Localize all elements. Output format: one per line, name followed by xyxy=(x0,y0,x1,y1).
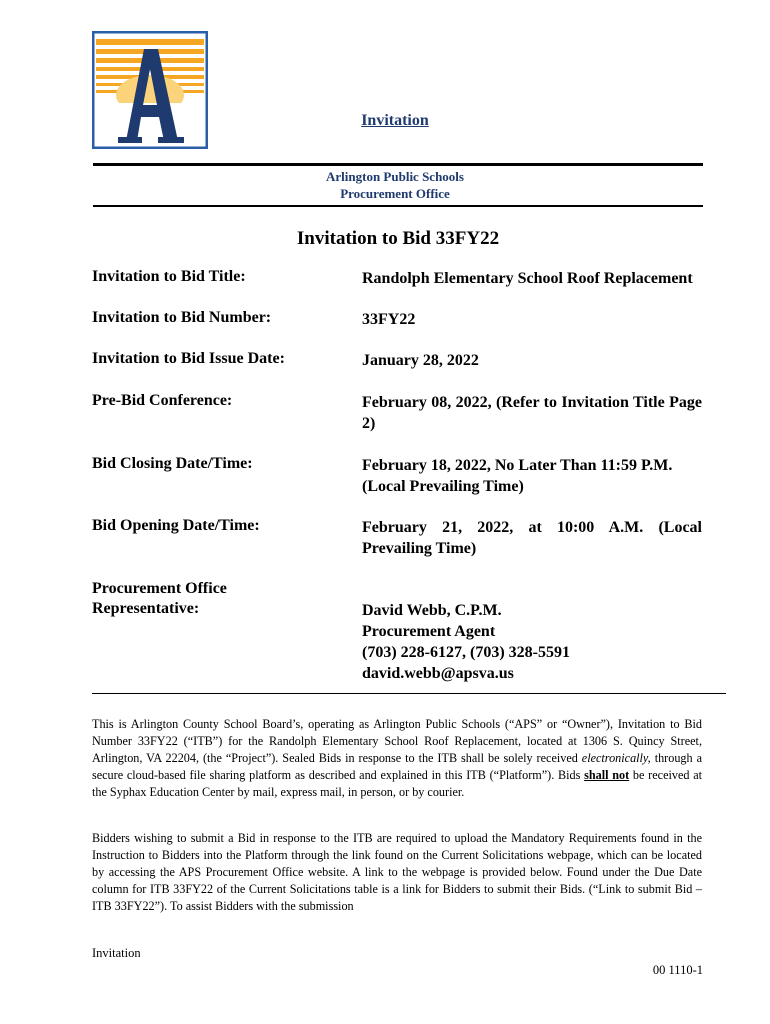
footer-page-number: 00 1110-1 xyxy=(652,963,703,977)
top-rule xyxy=(93,163,703,166)
rep-label-line2: Representative: xyxy=(92,600,200,617)
issue-date-value: January 28, 2022 xyxy=(362,352,479,369)
bottom-rule xyxy=(93,205,703,207)
page-title: Invitation to Bid 33FY22 xyxy=(296,228,500,249)
aps-logo-graphic xyxy=(92,31,208,149)
pre-bid-value: February 08, 2022, (Refer to Invitation Title Page 2) xyxy=(362,394,702,432)
org-name: Arlington Public Schools xyxy=(326,169,464,184)
bid-number-label: Invitation to Bid Number: xyxy=(92,309,272,326)
intro-text-2: through a secure cloud-based file sharing platform as described and explained in this ITB (“Platform”). Bids xyxy=(92,751,702,782)
closing-value: February 18, 2022, No Later Than 11:59 P.M. (Local Prevailing Time) xyxy=(362,457,673,495)
opening-value: February 21, 2022, at 10:00 A.M. (Local Prevailing Time) xyxy=(362,519,702,557)
rep-role: Procurement Agent xyxy=(362,623,496,640)
bid-title-label: Invitation to Bid Title: xyxy=(92,268,246,285)
rep-label-line1: Procurement Office xyxy=(92,580,227,597)
separator-line xyxy=(92,693,726,696)
rep-phones: (703) 228-6127, (703) 328-5591 xyxy=(362,644,570,661)
bid-number-value: 33FY22 xyxy=(362,311,416,328)
intro-text-1: This is Arlington County School Board’s, operating as Arlington Public Schools (“APS” or “Owner”), Invitation to Bid Number 33FY22 (“ITB”) for the Randolph Elementary School Roof Replacement, located at 1306 S. Quincy Street, Arlington, VA 22204, (the “Project”). Sealed Bids in response to the ITB shall be solely received xyxy=(92,717,702,765)
closing-label: Bid Closing Date/Time: xyxy=(92,455,253,472)
opening-label: Bid Opening Date/Time: xyxy=(92,517,260,534)
aps-logo xyxy=(92,31,208,149)
intro-strong: shall not xyxy=(584,768,630,782)
intro-emphasis: electronically, xyxy=(581,751,651,765)
office-name: Procurement Office xyxy=(340,186,450,201)
invitation-heading: Invitation xyxy=(361,112,429,129)
rep-email: david.webb@apsva.us xyxy=(362,665,514,682)
intro-paragraph xyxy=(92,716,702,801)
intro-text-3: be received at the Syphax Education Center by mail, express mail, in person, or by courier. xyxy=(92,768,703,799)
rep-name: David Webb, C.P.M. xyxy=(362,602,502,619)
footer-section-name: Invitation xyxy=(92,946,141,960)
issue-date-label: Invitation to Bid Issue Date: xyxy=(92,350,285,367)
bid-title-value: Randolph Elementary School Roof Replacement xyxy=(362,270,693,287)
pre-bid-label: Pre-Bid Conference: xyxy=(92,392,233,409)
submission-paragraph: Bidders wishing to submit a Bid in response to the ITB are required to upload the Mandatory Requirements found in the Instruction to Bidders into the Platform through the link found on the Current Solicitations webpage, which can be located by accessing the APS Procurement Office website. A link to the webpage is provided below. Found under the Due Date column for ITB 33FY22 of the Current Solicitations table is a link for Bidders to submit their Bids. (“Link to submit Bid – ITB 33FY22”). To assist Bidders with the submission xyxy=(92,831,702,913)
